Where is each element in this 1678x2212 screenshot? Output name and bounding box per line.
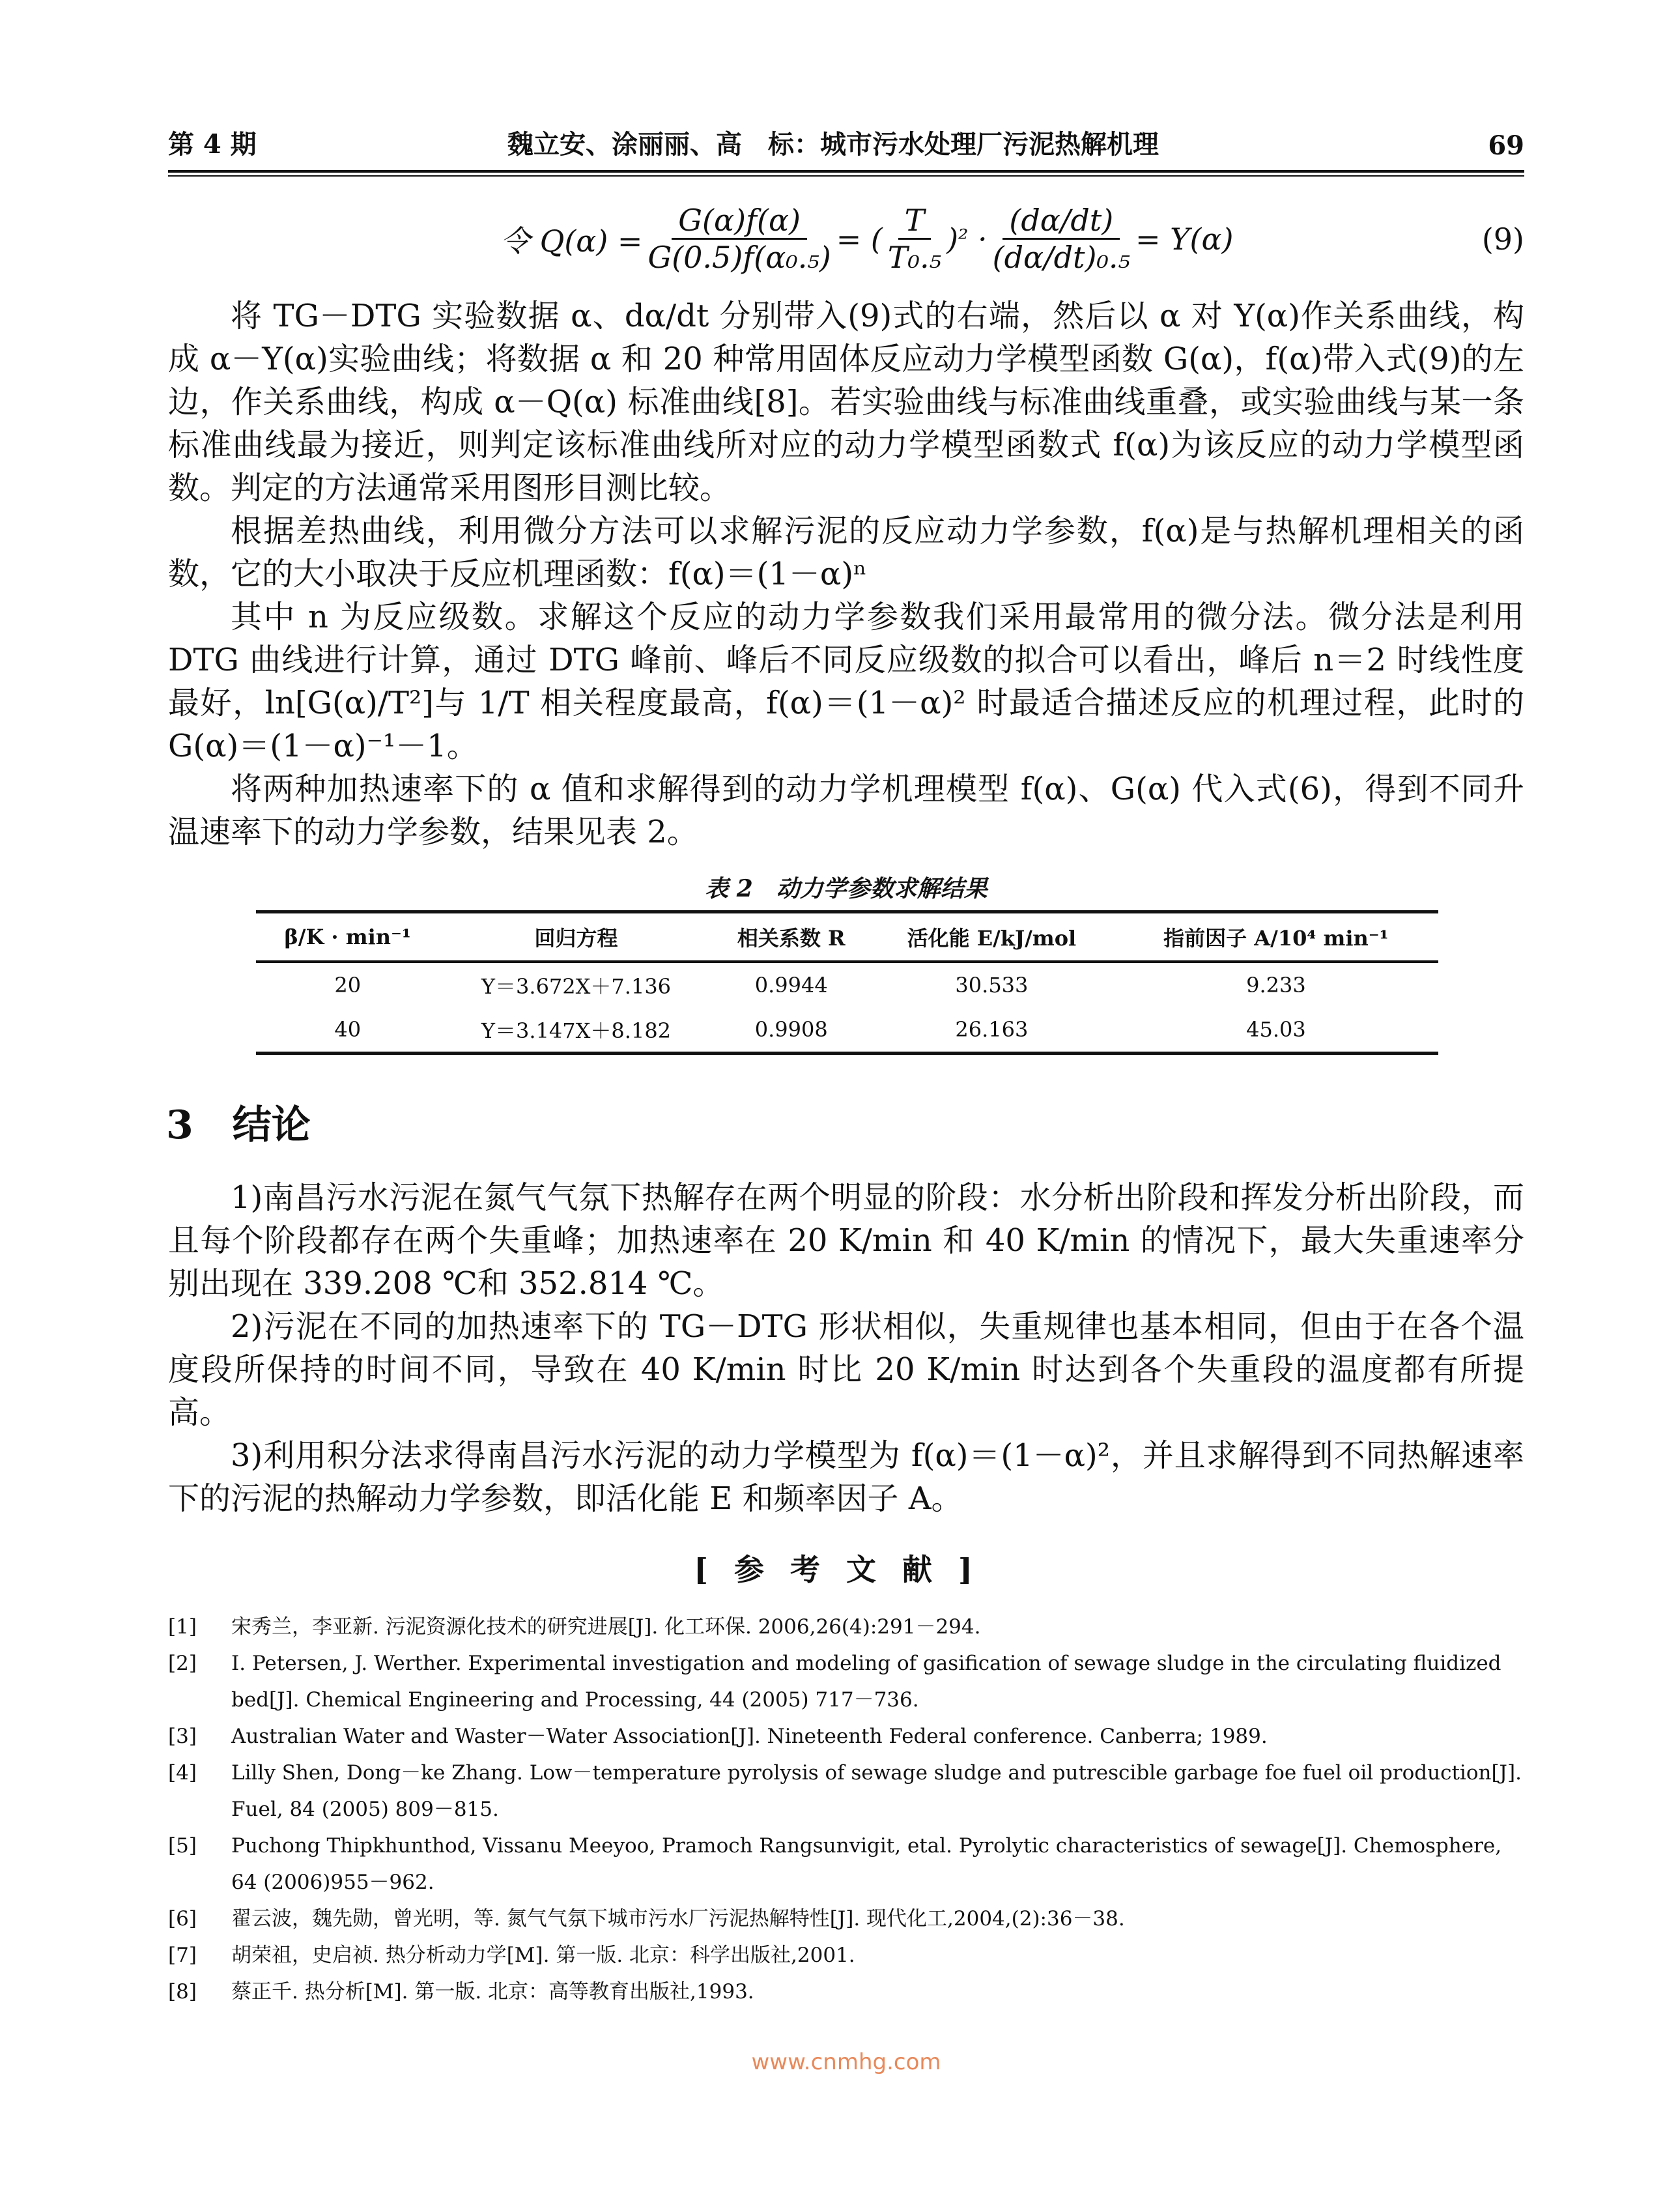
ref-text: Australian Water and Waster－Water Association[J]. Nineteenth Federal conference. Canberra; 1989. bbox=[231, 1725, 1268, 1748]
eq-close: ) bbox=[946, 221, 959, 257]
col-header: 活化能 E/kJ/mol bbox=[870, 912, 1114, 962]
equation-number: (9) bbox=[1481, 221, 1524, 257]
conclusion-item: 1)南昌污水污泥在氮气气氛下热解存在两个明显的阶段：水分析出阶段和挥发分析出阶段，而且每个阶段都存在两个失重峰；加热速率在 20 K/min 和 40 K/min 的情况下，最大失重速率分别出现在 339.208 ℃和 352.814 ℃。 bbox=[168, 1179, 1524, 1302]
reference-list bbox=[168, 1609, 1524, 2010]
eq-frac-lhs bbox=[647, 203, 831, 275]
cell: 45.03 bbox=[1114, 1007, 1438, 1054]
table-row bbox=[256, 962, 1438, 1007]
reference-item bbox=[168, 1974, 1524, 2010]
body-paragraph: 其中 n 为反应级数。求解这个反应的动力学参数我们采用最常用的微分法。微分法是利用 DTG 曲线进行计算，通过 DTG 峰前、峰后不同反应级数的拟合可以看出，峰后 n＝2 时线性度最好，ln[G(α)/T²]与 1/T 相关程度最高，f(α)＝(1－α)² 时最适合描述反应的机理过程，此时的 G(α)＝(1－α)⁻¹－1。 bbox=[168, 599, 1524, 764]
ref-text: 胡荣祖，史启祯. 热分析动力学[M]. 第一版. 北京：科学出版社,2001. bbox=[231, 1944, 855, 1967]
running-title: 魏立安、涂丽丽、高 标：城市污水处理厂污泥热解机理 bbox=[507, 129, 1159, 160]
reference-item bbox=[168, 1755, 1524, 1828]
eq-lead: 令 Q(α) = bbox=[500, 223, 643, 259]
cell: Y＝3.672X＋7.136 bbox=[481, 974, 672, 999]
reference-item bbox=[168, 1645, 1524, 1718]
col-header: 相关系数 R bbox=[713, 912, 870, 962]
issue-label: 第 4 期 bbox=[168, 129, 257, 160]
eq-frac-mid bbox=[888, 203, 941, 275]
ref-number: [3] bbox=[168, 1725, 197, 1748]
ref-number: [7] bbox=[168, 1944, 197, 1967]
ref-number: [4] bbox=[168, 1761, 197, 1785]
ref-text: 蔡正千. 热分析[M]. 第一版. 北京：高等教育出版社,1993. bbox=[231, 1980, 754, 2004]
watermark: www.cnmhg.com bbox=[751, 2049, 941, 2075]
reference-item bbox=[168, 1937, 1524, 1974]
col-header: 回归方程 bbox=[439, 912, 713, 962]
ref-text: Lilly Shen, Dong－ke Zhang. Low－temperature pyrolysis of sewage sludge and putrescible garbage foe fuel oil production[J]. Fuel, 84 (2005) 809－815. bbox=[231, 1761, 1522, 1821]
body-paragraph: 将两种加热速率下的 α 值和求解得到的动力学机理模型 f(α)、G(α) 代入式(6)，得到不同升温速率下的动力学参数，结果见表 2。 bbox=[168, 771, 1524, 850]
page-number: 69 bbox=[1488, 130, 1524, 161]
section-heading: 3 结论 bbox=[166, 1102, 311, 1148]
conclusion-item: 2)污泥在不同的加热速率下的 TG－DTG 形状相似，失重规律也基本相同，但由于在各个温度段所保持的时间不同，导致在 40 K/min 时比 20 K/min 时达到各个失重段的温度都有所提高。 bbox=[168, 1308, 1524, 1431]
body-paragraph: 根据差热曲线，利用微分方法可以求解污泥的反应动力学参数，f(α)是与热解机理相关的函数，它的大小取决于反应机理函数：f(α)＝(1－α)ⁿ bbox=[168, 513, 1524, 592]
eq-num: T bbox=[898, 203, 931, 240]
eq-den: G(0.5)f(α₀.₅) bbox=[647, 240, 831, 275]
cell: 20 bbox=[334, 973, 362, 998]
references-heading: [参考文献] bbox=[694, 1552, 999, 1587]
ref-number: [8] bbox=[168, 1980, 197, 2004]
reference-item bbox=[168, 1901, 1524, 1937]
ref-number: [5] bbox=[168, 1834, 197, 1858]
eq-eq: = ( bbox=[836, 221, 883, 257]
eq-dot: · bbox=[968, 221, 988, 257]
col-header: β/K · min⁻¹ bbox=[256, 912, 439, 962]
eq-den: (dα/dt)₀.₅ bbox=[992, 240, 1130, 275]
eq-num: G(α)f(α) bbox=[672, 203, 807, 240]
equation-9 bbox=[500, 203, 1233, 275]
ref-text: Puchong Thipkhunthod, Vissanu Meeyoo, Pramoch Rangsunvigit, etal. Pyrolytic characteristics of sewage[J]. Chemosphere, 64 (2006)955－962. bbox=[231, 1834, 1502, 1894]
eq-frac-rhs bbox=[993, 203, 1130, 275]
equation-row bbox=[168, 203, 1524, 275]
table-header-row bbox=[256, 912, 1438, 962]
eq-den: T₀.₅ bbox=[887, 240, 942, 275]
ref-text: I. Petersen, J. Werther. Experimental investigation and modeling of gasification of sewage sludge in the circulating fluidized bed[J]. Chemical Engineering and Processing, 44 (2005) 717－736. bbox=[231, 1652, 1501, 1712]
reference-item bbox=[168, 1828, 1524, 1901]
ref-number: [6] bbox=[168, 1907, 197, 1931]
table-row bbox=[256, 1007, 1438, 1054]
header-rule bbox=[168, 170, 1524, 177]
cell: 30.533 bbox=[955, 973, 1029, 998]
table-caption: 表 2 动力学参数求解结果 bbox=[705, 875, 988, 902]
kinetics-table bbox=[256, 910, 1438, 1055]
eq-power: ² bbox=[958, 224, 969, 253]
cell: 40 bbox=[256, 1007, 439, 1054]
eq-tail: = Y(α) bbox=[1135, 221, 1234, 257]
cell: 0.9908 bbox=[713, 1007, 870, 1054]
reference-item bbox=[168, 1718, 1524, 1755]
ref-number: [2] bbox=[168, 1652, 197, 1675]
page-header bbox=[168, 124, 1524, 161]
cell: 0.9944 bbox=[754, 973, 828, 998]
ref-text: 翟云波，魏先勋，曾光明，等. 氮气气氛下城市污水厂污泥热解特性[J]. 现代化工,2004,(2):36－38. bbox=[231, 1907, 1125, 1931]
cell: 9.233 bbox=[1246, 973, 1306, 998]
cell: Y＝3.147X＋8.182 bbox=[439, 1007, 713, 1054]
eq-num: (dα/dt) bbox=[1003, 203, 1120, 240]
cell: 26.163 bbox=[870, 1007, 1114, 1054]
col-header: 指前因子 A/10⁴ min⁻¹ bbox=[1114, 912, 1438, 962]
ref-number: [1] bbox=[168, 1615, 197, 1639]
body-paragraph: 将 TG－DTG 实验数据 α、dα/dt 分别带入(9)式的右端，然后以 α 对 Y(α)作关系曲线，构成 α－Y(α)实验曲线；将数据 α 和 20 种常用固体反应动力学模型函数 G(α)，f(α)带入式(9)的左边，作关系曲线，构成 α－Q(α) 标准曲线[8]。若实验曲线与标准曲线重叠，或实验曲线与某一条标准曲线最为接近，则判定该标准曲线所对应的动力学模型函数式 f(α)为该反应的动力学模型函数。判定的方法通常采用图形目测比较。 bbox=[168, 298, 1524, 506]
conclusion-item: 3)利用积分法求得南昌污水污泥的动力学模型为 f(α)＝(1－α)²，并且求解得到不同热解速率下的污泥的热解动力学参数，即活化能 E 和频率因子 A。 bbox=[168, 1437, 1524, 1517]
ref-text: 宋秀兰，李亚新. 污泥资源化技术的研究进展[J]. 化工环保. 2006,26(4):291－294. bbox=[231, 1615, 981, 1639]
reference-item bbox=[168, 1609, 1524, 1645]
